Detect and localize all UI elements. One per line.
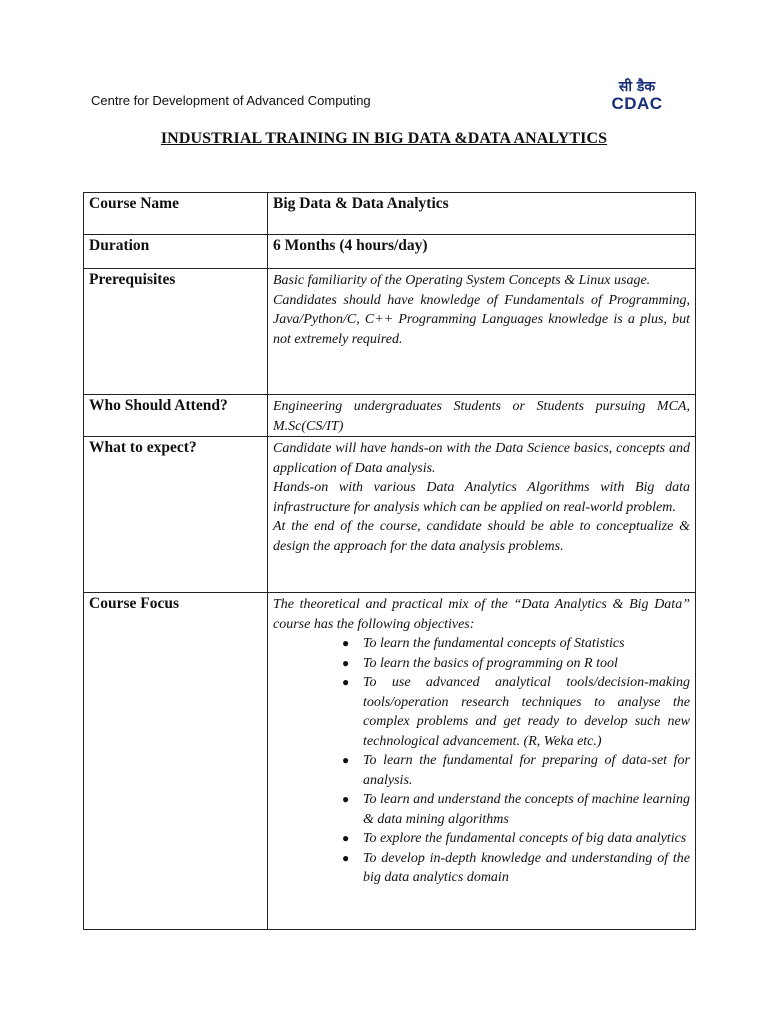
table-row-prerequisites xyxy=(84,269,696,395)
what-to-expect-paragraph: At the end of the course, candidate should be able to conceptualize & design the approach for the data analysis problems. xyxy=(273,519,690,554)
what-to-expect-value xyxy=(268,437,696,593)
objective-text: To learn the fundamental concepts of Statistics xyxy=(363,636,625,651)
objectives-list xyxy=(273,634,690,888)
bullet-icon: ● xyxy=(342,850,350,865)
who-should-attend-label: Who Should Attend? xyxy=(84,395,268,437)
list-item xyxy=(342,634,690,654)
table-row-duration xyxy=(84,235,696,269)
document-title: INDUSTRIAL TRAINING IN BIG DATA &DATA ANALYTICS xyxy=(160,130,608,147)
table-row-what-to-expect xyxy=(84,437,696,593)
list-item xyxy=(342,654,690,674)
list-item xyxy=(342,751,690,790)
bullet-icon: ● xyxy=(342,675,350,689)
course-focus-value xyxy=(268,593,696,930)
bullet-icon: ● xyxy=(342,655,350,670)
prerequisites-paragraph: Basic familiarity of the Operating System Concepts & Linux usage. xyxy=(273,273,651,288)
list-item xyxy=(342,849,690,888)
prerequisites-label: Prerequisites xyxy=(84,269,268,395)
what-to-expect-paragraph: Candidate will have hands-on with the Data Science basics, concepts and application of Data analysis. xyxy=(273,441,690,476)
duration-value: 6 Months (4 hours/day) xyxy=(268,235,696,269)
logo-latin-text: CDAC xyxy=(611,94,663,113)
course-focus-label: Course Focus xyxy=(84,593,268,930)
what-to-expect-paragraph: Hands-on with various Data Analytics Algorithms with Big data infrastructure for analysis which can be applied on real-world problem. xyxy=(273,480,690,515)
objective-text: To learn the basics of programming on R tool xyxy=(363,655,618,671)
table-row-course-focus xyxy=(84,593,696,930)
course-focus-intro: The theoretical and practical mix of the “Data Analytics & Big Data” course has the following objectives: xyxy=(273,597,690,632)
list-item xyxy=(342,673,690,751)
logo-hindi-text: सी डैक xyxy=(618,79,656,95)
course-name-value: Big Data & Data Analytics xyxy=(268,193,696,235)
table-row-course-name xyxy=(84,193,696,235)
objective-text: To develop in-depth knowledge and understanding of the big data analytics domain xyxy=(363,850,690,885)
duration-label: Duration xyxy=(84,235,268,269)
bullet-icon: ● xyxy=(342,792,350,806)
cdac-logo xyxy=(611,79,663,117)
list-item xyxy=(342,790,690,829)
organization-name: Centre for Development of Advanced Computing xyxy=(91,93,371,108)
bullet-icon: ● xyxy=(342,753,350,767)
course-info-table xyxy=(83,192,696,930)
prerequisites-value xyxy=(268,269,696,395)
who-should-attend-value: Engineering undergraduates Students or Students pursuing MCA, M.Sc(CS/IT) xyxy=(268,395,696,437)
prerequisites-paragraph: Candidates should have knowledge of Fundamentals of Programming, Java/Python/C, C++ Programming Languages knowledge is a plus, but not extremely required. xyxy=(273,292,690,347)
bullet-icon: ● xyxy=(342,636,350,650)
what-to-expect-label: What to expect? xyxy=(84,437,268,593)
objective-text: To learn and understand the concepts of machine learning & data mining algorithms xyxy=(363,792,690,827)
table-row-who-should-attend xyxy=(84,395,696,437)
objective-text: To learn the fundamental for preparing of data-set for analysis. xyxy=(363,753,690,788)
list-item xyxy=(342,829,690,849)
objective-text: To use advanced analytical tools/decision-making tools/operation research techniques to analyse the complex problems and get ready to develop such new technological advancement. (R, Weka etc.) xyxy=(363,675,690,749)
course-name-label: Course Name xyxy=(84,193,268,235)
objective-text: To explore the fundamental concepts of big data analytics xyxy=(363,831,687,846)
bullet-icon: ● xyxy=(342,831,350,845)
